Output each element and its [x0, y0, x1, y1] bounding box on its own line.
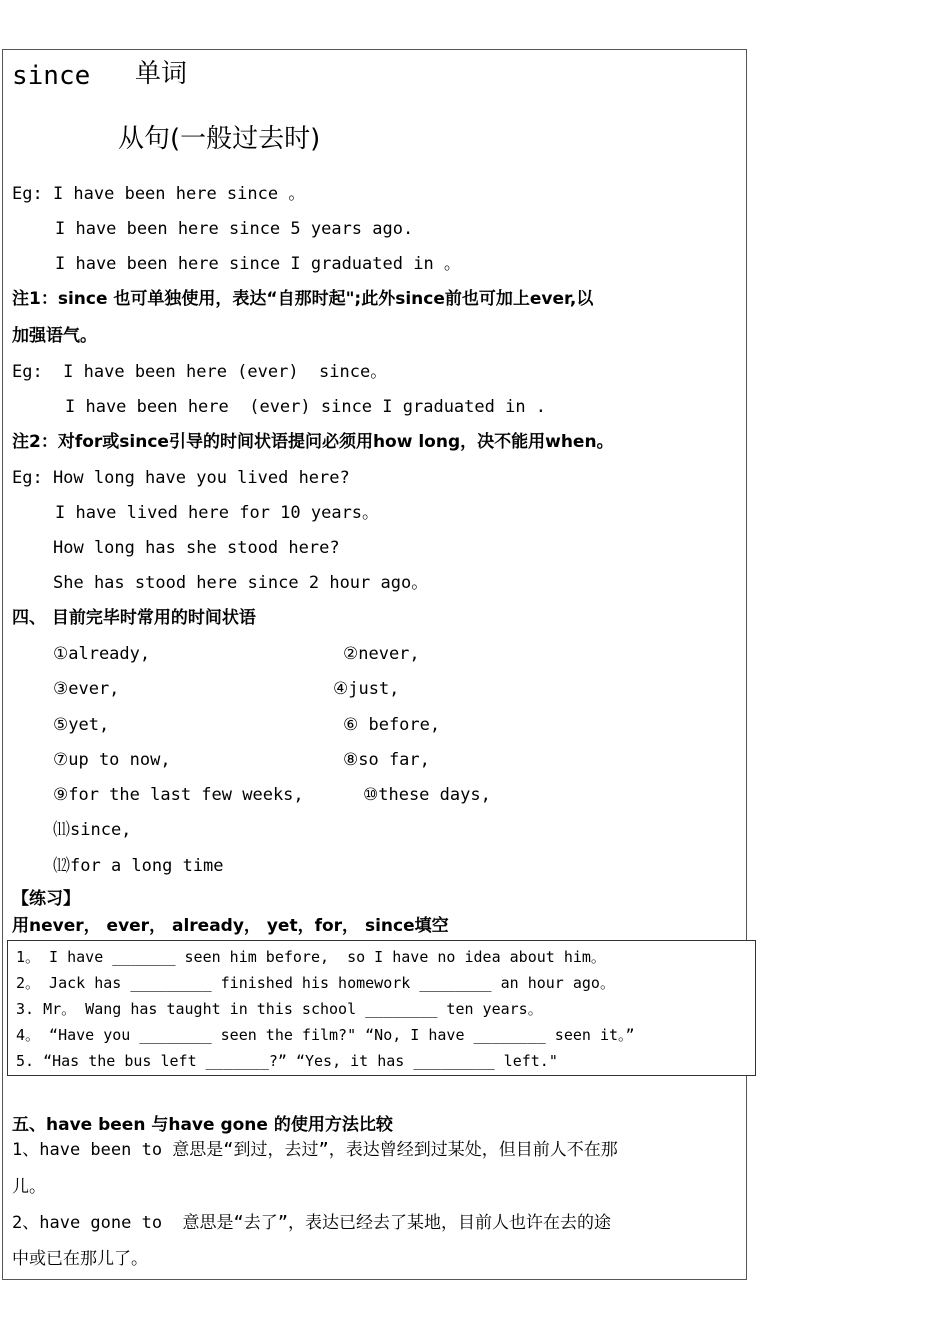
- section5-p1-line2: 儿。: [12, 1177, 46, 1197]
- section5-p1-line1: 1、have been to 意思是“到过，去过”，表达曾经到过某处，但目前人不在那: [12, 1140, 618, 1160]
- time-adverb-item: ⑿for a long time: [53, 856, 224, 876]
- time-adverb-item: ③ever,: [53, 679, 120, 699]
- time-adverb-item: ⑥ before,: [343, 715, 441, 735]
- example3-line2: I have lived here for 10 years。: [55, 503, 380, 523]
- section5-title: 五、have been 与have gone 的使用方法比较: [12, 1115, 393, 1135]
- exercise-item: 1。 I have _______ seen him before, so I have no idea about him。: [16, 948, 606, 966]
- time-adverb-item: ①already,: [53, 644, 151, 664]
- exercise-item: 4。 “Have you ________ seen the film?" “No, I have ________ seen it。”: [16, 1026, 635, 1044]
- heading-word: since: [12, 61, 91, 91]
- example1-line1: Eg: I have been here since 。: [12, 184, 306, 204]
- time-adverb-item: ⑤yet,: [53, 715, 110, 735]
- time-adverb-item: ②never,: [343, 644, 420, 664]
- time-adverb-item: ⑧so far,: [343, 750, 430, 770]
- practice-instruction: 用never， ever， already， yet，for， since填空: [12, 916, 449, 936]
- note2: 注2：对for或since引导的时间状语提问必须用how long，决不能用when。: [12, 432, 614, 452]
- example1-line2: I have been here since 5 years ago.: [55, 219, 414, 239]
- example3-line1: Eg: How long have you lived here?: [12, 468, 350, 488]
- example3-line4: She has stood here since 2 hour ago。: [53, 573, 429, 593]
- exercise-box: [7, 940, 756, 1076]
- example2-line2: I have been here (ever) since I graduated in .: [65, 397, 547, 417]
- time-adverb-item: ⑾since,: [53, 820, 132, 840]
- exercise-item: 3. Mr。 Wang has taught in this school ________ ten years。: [16, 1000, 543, 1018]
- example2-line1: Eg: I have been here (ever) since。: [12, 362, 388, 382]
- note1-line1: 注1：since 也可单独使用，表达“自那时起";此外since前也可加上ever,以: [12, 289, 594, 309]
- practice-title: 【练习】: [12, 889, 80, 909]
- time-adverb-item: ⑨for the last few weeks,: [53, 785, 304, 805]
- example1-line3: I have been here since I graduated in 。: [55, 254, 461, 274]
- heading-label-word: 单词: [135, 59, 188, 89]
- exercise-item: 2。 Jack has _________ finished his homework ________ an hour ago。: [16, 974, 615, 992]
- note1-line2: 加强语气。: [12, 326, 97, 346]
- heading-label-clause: 从句(一般过去时): [118, 124, 321, 154]
- time-adverb-item: ⑦up to now,: [53, 750, 171, 770]
- exercise-item: 5. “Has the bus left _______?” “Yes, it has _________ left.": [16, 1052, 558, 1070]
- time-adverb-item: ⑩these days,: [363, 785, 491, 805]
- section5-p2-line1: 2、have gone to 意思是“去了”，表达已经去了某地，目前人也许在去的途: [12, 1213, 611, 1233]
- time-adverb-item: ④just,: [333, 679, 400, 699]
- example3-line3: How long has she stood here?: [53, 538, 340, 558]
- section4-title: 四、 目前完毕时常用的时间状语: [12, 608, 256, 628]
- section5-p2-line2: 中或已在那儿了。: [12, 1249, 148, 1269]
